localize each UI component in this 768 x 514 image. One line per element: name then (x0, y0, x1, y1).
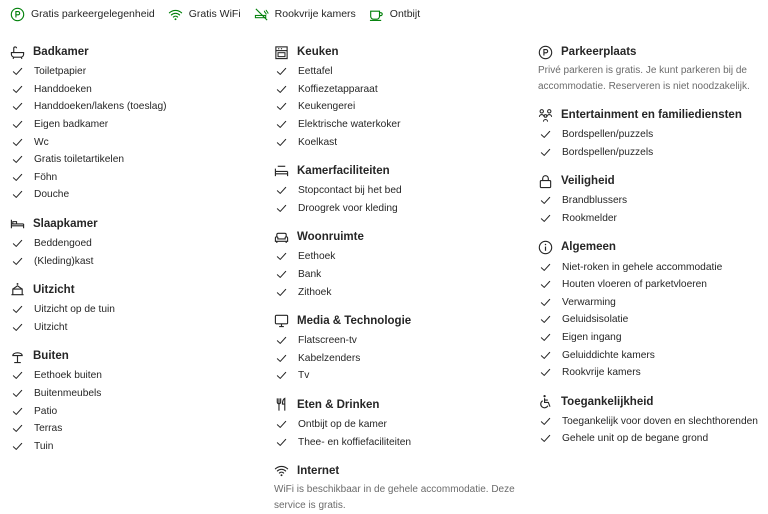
list-item: Thee- en koffiefaciliteiten (274, 433, 524, 451)
kitchen-icon (274, 45, 289, 60)
check-icon (12, 441, 23, 452)
check-icon (12, 322, 23, 333)
facilities-column-1 (10, 42, 250, 455)
family-icon (538, 108, 553, 123)
section-title: Algemeen (561, 241, 616, 254)
section-title: Kamerfaciliteiten (297, 164, 390, 177)
check-icon (12, 388, 23, 399)
list-item: Zithoek (274, 283, 524, 301)
list-item: Tv (274, 367, 524, 385)
section-title: Uitzicht (33, 283, 75, 296)
room-icon (274, 163, 289, 178)
list-item: Föhn (10, 169, 250, 187)
check-icon (276, 269, 287, 280)
check-icon (276, 185, 287, 196)
list-item: Wc (10, 133, 250, 151)
feature-label: Ontbijt (389, 8, 421, 20)
check-icon (276, 66, 287, 77)
check-icon (12, 101, 23, 112)
section-title: Buiten (33, 350, 69, 363)
list-item: Keukengerei (274, 98, 524, 116)
bath-icon (10, 45, 25, 60)
list-item: Beddengoed (10, 235, 250, 253)
check-icon (12, 238, 23, 249)
check-icon (12, 189, 23, 200)
check-icon (540, 314, 551, 325)
check-icon (12, 406, 23, 417)
section-uitzicht (10, 280, 250, 336)
list-item: Eethoek buiten (10, 367, 250, 385)
section-title: Parkeerplaats (561, 46, 637, 58)
list-item: Eigen ingang (538, 329, 766, 347)
list-item: Verwarming (538, 294, 766, 312)
check-icon (540, 367, 551, 378)
wifi-icon (168, 7, 183, 22)
list-item: Eettafel (274, 63, 524, 81)
bed-icon (10, 216, 25, 231)
list-item: Houten vloeren of parketvloeren (538, 276, 766, 294)
check-icon (276, 203, 287, 214)
section-title: Keuken (297, 46, 339, 58)
list-item: Rookvrije kamers (538, 364, 766, 382)
facilities-column-3 (538, 42, 766, 448)
lock-icon (538, 174, 553, 189)
no-smoking-icon (254, 7, 269, 22)
outdoor-icon (10, 349, 25, 364)
check-icon (12, 256, 23, 267)
check-icon (276, 335, 287, 346)
list-item: Handdoeken/lakens (toeslag) (10, 98, 250, 116)
feature-label: Gratis parkeergelegenheid (31, 8, 155, 20)
section-title: Slaapkamer (33, 217, 98, 230)
list-item: Kabelzenders (274, 350, 524, 368)
breakfast-icon (369, 7, 384, 22)
check-icon (276, 251, 287, 262)
section-description: Privé parkeren is gratis. Je kunt parkeren bij de accommodatie. Reserveren is niet noodzakelijk. (538, 65, 750, 92)
list-item: Geluiddichte kamers (538, 346, 766, 364)
list-item: Terras (10, 420, 250, 438)
section-toegankelijkheid (538, 392, 766, 448)
check-icon (540, 416, 551, 427)
list-item: Toiletpapier (10, 63, 250, 81)
list-item: Rookmelder (538, 210, 766, 228)
section-title: Woonruimte (297, 231, 364, 244)
check-icon (540, 433, 551, 444)
section-woonruimte (274, 227, 524, 301)
check-icon (540, 129, 551, 140)
check-icon (276, 437, 287, 448)
check-icon (276, 353, 287, 364)
check-icon (540, 279, 551, 290)
section-title: Badkamer (33, 46, 89, 58)
section-title: Media & Technologie (297, 314, 412, 327)
list-item: Uitzicht (10, 319, 250, 337)
list-item: Patio (10, 402, 250, 420)
list-item: Eigen badkamer (10, 116, 250, 134)
section-entertainment (538, 105, 766, 161)
check-icon (12, 119, 23, 130)
parking-icon (10, 7, 25, 22)
section-media (274, 311, 524, 385)
list-item: Geluidsisolatie (538, 311, 766, 329)
list-item: Stopcontact bij het bed (274, 182, 524, 200)
section-keuken (274, 42, 524, 151)
section-kamerfaciliteiten (274, 161, 524, 217)
list-item: Eethoek (274, 248, 524, 266)
check-icon (12, 172, 23, 183)
list-item: Brandblussers (538, 192, 766, 210)
list-item: Buitenmeubels (10, 385, 250, 403)
accessibility-icon (538, 394, 553, 409)
section-internet (274, 461, 524, 514)
list-item: Droogrek voor kleding (274, 200, 524, 218)
check-icon (12, 370, 23, 381)
check-icon (540, 195, 551, 206)
section-eten-drinken (274, 395, 524, 451)
list-item: Elektrische waterkoker (274, 116, 524, 134)
check-icon (12, 154, 23, 165)
check-icon (12, 137, 23, 148)
list-item: Koelkast (274, 133, 524, 151)
section-slaapkamer (10, 214, 250, 270)
feature-label: Gratis WiFi (188, 8, 241, 20)
section-buiten (10, 346, 250, 455)
section-title: Toegankelijkheid (561, 395, 654, 408)
monitor-icon (274, 313, 289, 328)
list-item: Flatscreen-tv (274, 332, 524, 350)
check-icon (276, 419, 287, 430)
list-item: Bank (274, 266, 524, 284)
check-icon (276, 101, 287, 112)
cutlery-icon (274, 397, 289, 412)
view-icon (10, 282, 25, 297)
feature-free-parking (10, 7, 155, 22)
section-title: Internet (297, 464, 340, 477)
popular-facilities-bar (0, 0, 768, 28)
section-description: WiFi is beschikbaar in de gehele accommodatie. Deze service is gratis. (274, 483, 515, 511)
list-item: Handdoeken (10, 81, 250, 99)
check-icon (276, 370, 287, 381)
feature-label: Rookvrije kamers (274, 8, 356, 20)
list-item: Koffiezetapparaat (274, 81, 524, 99)
check-icon (12, 304, 23, 315)
list-item: Gehele unit op de begane grond (538, 430, 766, 448)
check-icon (12, 423, 23, 434)
section-title: Veiligheid (561, 175, 615, 188)
list-item: Ontbijt op de kamer (274, 416, 524, 434)
section-parkeerplaats (538, 42, 766, 95)
check-icon (276, 287, 287, 298)
list-item: (Kleding)kast (10, 252, 250, 270)
list-item: Niet-roken in gehele accommodatie (538, 258, 766, 276)
check-icon (540, 350, 551, 361)
list-item: Toegankelijk voor doven en slechthorenden (538, 413, 766, 431)
facilities-column-2 (274, 42, 524, 514)
check-icon (540, 297, 551, 308)
section-title: Eten & Drinken (297, 398, 380, 411)
list-item: Tuin (10, 438, 250, 456)
wifi-icon (274, 463, 289, 478)
check-icon (276, 137, 287, 148)
check-icon (276, 119, 287, 130)
check-icon (540, 213, 551, 224)
feature-non-smoking (254, 7, 356, 22)
list-item: Bordspellen/puzzels (538, 126, 766, 144)
section-algemeen (538, 237, 766, 381)
check-icon (276, 84, 287, 95)
check-icon (12, 84, 23, 95)
check-icon (540, 147, 551, 158)
section-veiligheid (538, 171, 766, 227)
sofa-icon (274, 230, 289, 245)
list-item: Bordspellen/puzzels (538, 144, 766, 162)
section-badkamer (10, 42, 250, 204)
parking-icon (538, 45, 553, 60)
section-title: Entertainment en familiediensten (561, 109, 742, 121)
feature-free-wifi (168, 7, 241, 22)
check-icon (540, 262, 551, 273)
list-item: Gratis toiletartikelen (10, 151, 250, 169)
list-item: Uitzicht op de tuin (10, 301, 250, 319)
check-icon (540, 332, 551, 343)
list-item: Douche (10, 186, 250, 204)
check-icon (12, 66, 23, 77)
feature-breakfast (369, 7, 420, 22)
info-icon (538, 240, 553, 255)
